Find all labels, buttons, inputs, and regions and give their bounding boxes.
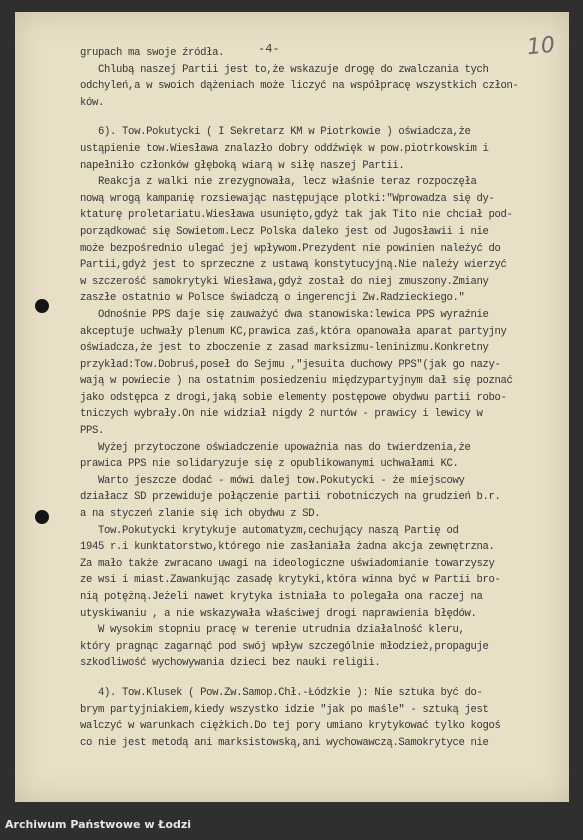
text-line: ktaturę proletariatu.Wiesława usunięto,gdyż tak jak Tito nie chciał pod-: [80, 209, 513, 222]
text-line: grupach ma swoje źródła.: [80, 47, 225, 59]
text-line: Chlubą naszej Partii jest to,że wskazuje drogę do zwalczania tych: [80, 63, 489, 76]
document-body: [80, 45, 566, 751]
text-line: w szczerość samokrytyki Wiesława,gdyż został do niej zmuszony.Zmiany: [80, 275, 489, 288]
text-line: wają w powiecie ) na ostatnim posiedzeniu międzypartyjnym dał się poznać: [80, 375, 513, 388]
text-line: jako odstępca z drogi,jaką sobie elementy postępowe obydwu partii robo-: [80, 391, 507, 404]
text-line: Wyżej przytoczone oświadczenie upoważnia nas do twierdzenia,że: [80, 441, 471, 454]
text-line: oświadcza,że jest to zboczenie z zasad marksizmu-leninizmu.Konkretny: [80, 342, 489, 355]
text-line: 6). Tow.Pokutycki ( I Sekretarz KM w Piotrkowie ) oświadcza,że: [80, 126, 471, 139]
text-line: tniczych wybrały.On nie widział nigdy 2 nurtów - prawicy i lewicy w: [80, 408, 483, 421]
archive-number: 10: [525, 32, 557, 61]
text-line: Reakcja z walki nie zrezygnowała, lecz właśnie teraz rozpoczęła: [80, 176, 477, 189]
page-number: -4-: [258, 42, 280, 56]
text-line: [80, 111, 566, 124]
text-line: ków.: [80, 96, 105, 109]
text-line: odchyleń,a w swoich dążeniach może liczyć na współpracę wszystkich człon-: [80, 80, 519, 93]
text-line: napełniło członków głęboką wiarą w siłę naszej Partii.: [80, 159, 405, 172]
text-line: nową wrogą kampanię rozsiewając następujące plotki:"Wprowadza się dy-: [80, 192, 495, 205]
text-line: ze wsi i miast.Zawankując zasadę krytyki,która winna być w Partii bro-: [80, 574, 501, 587]
text-line: Warto jeszcze dodać - mówi dalej tow.Pokutycki - że miejscowy: [80, 474, 465, 487]
text-line: akceptuje uchwały plenum KC,prawica zaś,która opanowała aparat partyjny: [80, 325, 507, 338]
text-line: Za mało także zwracano uwagi na ideologiczne uświadomianie towarzyszy: [80, 557, 495, 570]
text-line: prawica PPS nie solidaryzuje się z opublikowanymi uchwałami KC.: [80, 458, 459, 471]
punch-hole: [35, 299, 49, 313]
text-line: porządkować się Sowietom.Lecz Polska daleko jest od Jugosławii i nie: [80, 225, 489, 238]
text-line: 4). Tow.Klusek ( Pow.Zw.Samop.Chł.-Łódzkie ): Nie sztuka być do-: [80, 686, 483, 699]
text-line: walczyć w warunkach ciężkich.Do tej pory umiano krytykować tylko kogoś: [80, 720, 501, 733]
text-line: 1945 r.i kunktatorstwo,którego nie zasłaniała żadna akcja zewnętrzna.: [80, 541, 495, 554]
text-line: działacz SD przewiduje połączenie partii robotniczych na grudzień b.r.: [80, 491, 501, 504]
text-line: szkodliwość wychowywania dzieci bez nauki religii.: [80, 657, 381, 670]
text-line: a na styczeń zlanie się ich obydwu z SD.: [80, 508, 321, 521]
text-line: [80, 672, 566, 685]
text-line: Partii,gdyż jest to sprzeczne z ustawą konstytucyjną.Nie należy wierzyć: [80, 259, 507, 272]
text-line: utyskiwaniu , a nie wskazywała właściwej drogi naprawienia błędów.: [80, 607, 477, 620]
text-line: który pragnąc zagarnąć pod swój wpływ szczególnie młodzież,propaguje: [80, 640, 489, 653]
punch-hole: [35, 510, 49, 524]
text-line: PPS.: [80, 425, 105, 438]
text-line: Tow.Pokutycki krytykuje automatyzm,cechujący naszą Partię od: [80, 524, 459, 537]
text-line: ustąpienie tow.Wiesława znalazło dobry oddźwięk w pow.piotrkowskim i: [80, 142, 489, 155]
text-line: co nie jest metodą ani marksistowską,ani wychowawczą.Samokrytyce nie: [80, 736, 489, 749]
text-line: nią potężną.Jeżeli nawet krytyka istniała to polegała ona raczej na: [80, 591, 483, 603]
text-line: przykład:Tow.Dobruś,poseł do Sejmu ,"jesuita duchowy PPS"(jak go nazy-: [80, 358, 501, 371]
archive-footer: Archiwum Państwowe w Łodzi: [5, 818, 192, 831]
text-line: może bezpośrednio ulegać jej wpływom.Prezydent nie powinien należyć do: [80, 242, 501, 255]
text-line: W wysokim stopniu pracę w terenie utrudnia działalność kleru,: [80, 624, 465, 637]
text-line: zaszłe ostatnio w Polsce świadczą o ingerencji Zw.Radzieckiego.": [80, 292, 465, 305]
text-line: Odnośnie PPS daje się zauważyć dwa stanowiska:lewica PPS wyraźnie: [80, 308, 489, 321]
text-line: brym partyjniakiem,kiedy wszystko idzie "jak po maśle" - sztuką jest: [80, 703, 489, 716]
